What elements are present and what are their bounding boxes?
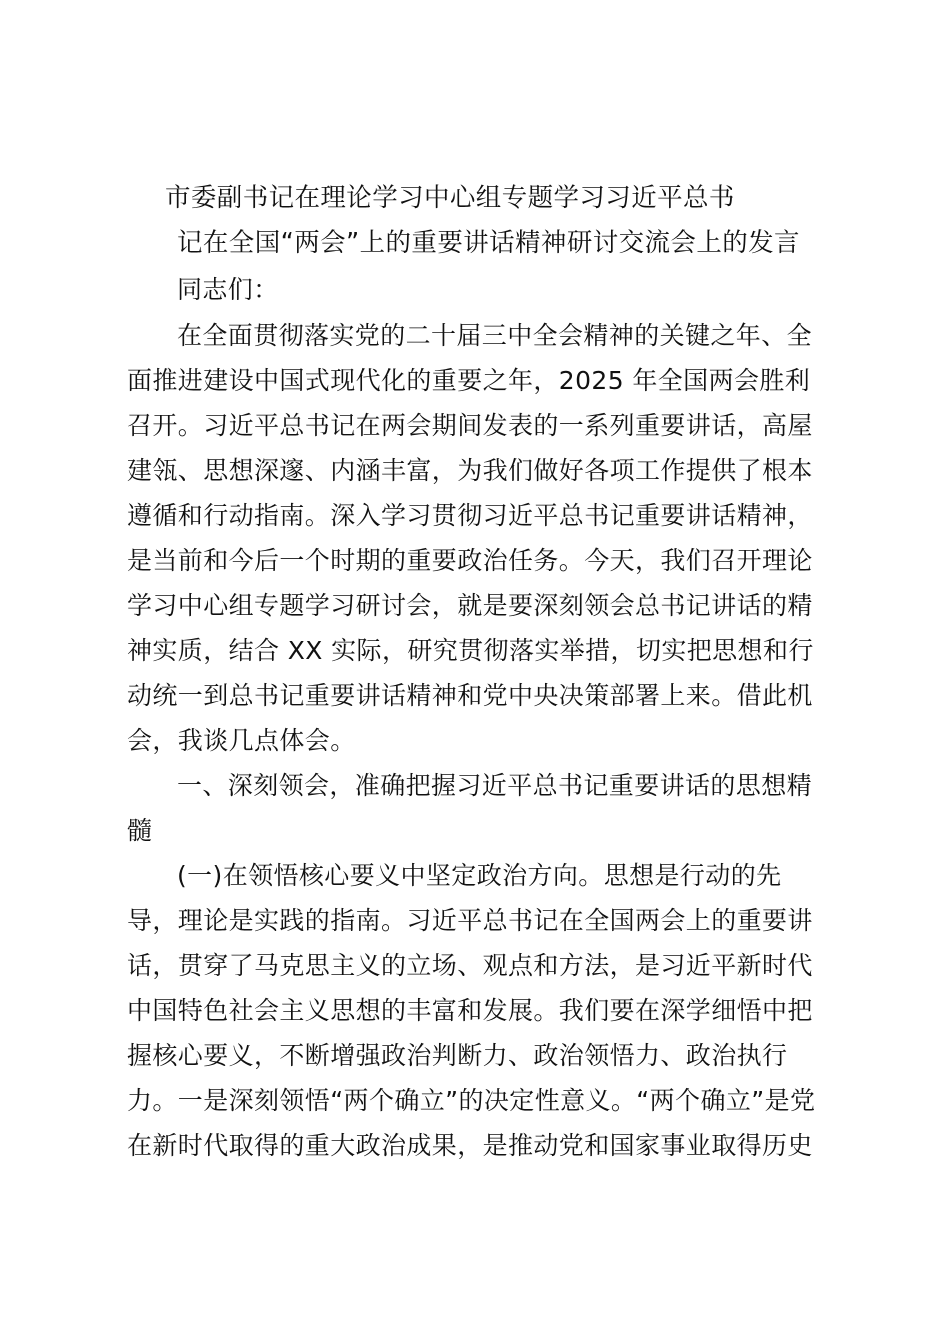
- paragraph-line: 遵循和行动指南。深入学习贯彻习近平总书记重要讲话精神，: [127, 501, 813, 530]
- paragraph-line: 中国特色社会主义思想的丰富和发展。我们要在深学细悟中把: [127, 996, 813, 1025]
- paragraph-line: 是当前和今后一个时期的重要政治任务。今天，我们召开理论: [127, 546, 813, 575]
- paragraph-line: 力。一是深刻领悟“两个确立”的决定性意义。“两个确立”是党: [127, 1086, 816, 1115]
- document-title-line-1: 市委副书记在理论学习中心组专题学习习近平总书: [165, 183, 735, 213]
- paragraph-line: 会，我谈几点体会。: [127, 726, 356, 755]
- salutation: 同志们：: [177, 275, 279, 304]
- paragraph-line: 在新时代取得的重大政治成果，是推动党和国家事业取得历史: [127, 1131, 813, 1160]
- paragraph-line: 动统一到总书记重要讲话精神和党中央决策部署上来。借此机: [127, 681, 813, 710]
- paragraph-line: 面推进建设中国式现代化的重要之年，2025 年全国两会胜利: [127, 366, 811, 395]
- document-title-line-2: 记在全国“两会”上的重要讲话精神研讨交流会上的发言: [177, 228, 800, 258]
- section-heading-line: 一、深刻领会，准确把握习近平总书记重要讲话的思想精: [177, 771, 813, 800]
- paragraph-line: 握核心要义，不断增强政治判断力、政治领悟力、政治执行: [127, 1041, 788, 1070]
- paragraph-line: (一)在领悟核心要义中坚定政治方向。思想是行动的先: [177, 861, 782, 890]
- paragraph-line: 导，理论是实践的指南。习近平总书记在全国两会上的重要讲: [127, 906, 813, 935]
- paragraph-line: 话，贯穿了马克思主义的立场、观点和方法，是习近平新时代: [127, 951, 813, 980]
- paragraph-line: 学习中心组专题学习研讨会，就是要深刻领会总书记讲话的精: [127, 591, 813, 620]
- section-heading-line: 髓: [127, 816, 153, 845]
- paragraph-line: 召开。习近平总书记在两会期间发表的一系列重要讲话，高屋: [127, 411, 813, 440]
- paragraph-line: 神实质，结合 XX 实际，研究贯彻落实举措，切实把思想和行: [127, 636, 814, 665]
- paragraph-line: 建瓴、思想深邃、内涵丰富，为我们做好各项工作提供了根本: [127, 456, 813, 485]
- paragraph-line: 在全面贯彻落实党的二十届三中全会精神的关键之年、全: [177, 321, 813, 350]
